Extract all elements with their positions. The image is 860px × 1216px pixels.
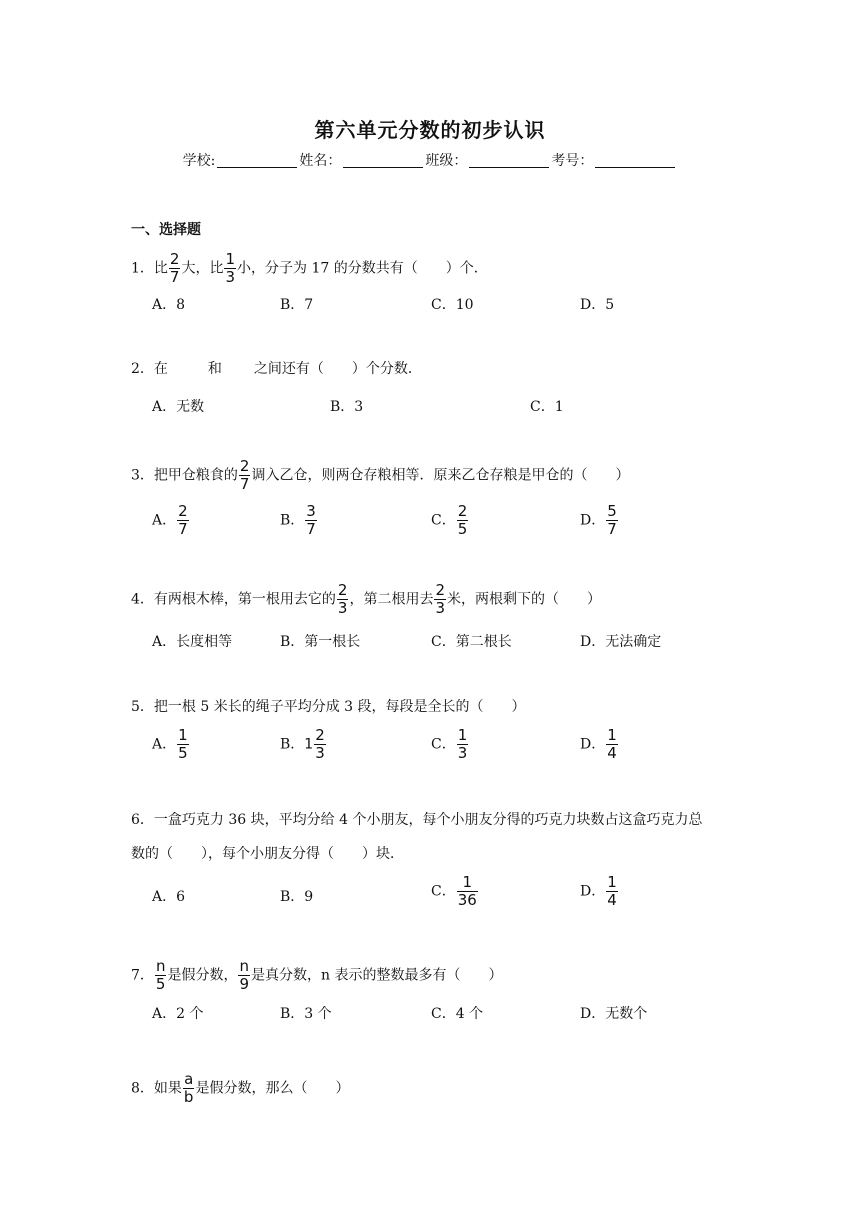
question-text: 在 xyxy=(153,361,168,377)
option-d: D． $\frac{5}{7}$ xyxy=(580,502,617,538)
option-d: D． $\frac{1}{4}$ xyxy=(580,873,617,909)
fraction: $\frac{5}{7}$ xyxy=(607,502,617,538)
question-number: 7． xyxy=(131,967,154,984)
option-c: C． $\frac{2}{5}$ xyxy=(431,502,468,538)
fraction: $\frac{1}{36}$ xyxy=(457,873,477,909)
question-number: 6． xyxy=(131,812,154,828)
option-d: D． $\frac{1}{4}$ xyxy=(580,726,617,762)
question-5 xyxy=(131,696,526,718)
option-b: B．第一根长 xyxy=(280,634,361,650)
fraction: $\frac{2}{3}$ xyxy=(315,726,325,762)
school-label: 学校: xyxy=(182,153,216,169)
question-text: 是假分数，那么（ ） xyxy=(195,1080,350,1097)
fraction: $\frac{1}{4}$ xyxy=(607,726,617,762)
question-text: 比 xyxy=(153,260,168,277)
fraction: $\frac{2}{5}$ xyxy=(457,502,468,538)
question-text: 米，两根剩下的（ ） xyxy=(447,591,602,608)
fraction: $\frac{2}{7}$ xyxy=(178,502,188,538)
question-text: 如果 xyxy=(153,1080,182,1097)
option-b: B．9 xyxy=(280,889,314,905)
option-d: D．无法确定 xyxy=(580,634,662,650)
question-text: 是真分数，n 表示的整数最多有（ ） xyxy=(251,967,503,984)
question-text: 大，比 xyxy=(181,260,224,277)
option-a: A．6 xyxy=(152,889,186,905)
question-6 xyxy=(131,809,702,831)
option-d: D．5 xyxy=(580,297,615,313)
question-text: 调入乙仓，则两仓存粮相等．原来乙仓存粮是甲仓的（ ） xyxy=(251,467,630,484)
question-7 xyxy=(131,959,502,992)
fraction: $\frac{1}{3}$ xyxy=(225,250,236,286)
question-text: ，第二根用去 xyxy=(349,591,434,608)
fraction: $\frac{1}{5}$ xyxy=(178,726,188,762)
exam-no-blank xyxy=(595,153,675,168)
question-3 xyxy=(131,459,629,492)
option-a: A． $\frac{1}{5}$ xyxy=(152,726,188,762)
option-a: A．无数 xyxy=(152,399,205,415)
question-text: 和 xyxy=(207,361,222,377)
option-b: B．3 xyxy=(330,399,364,415)
fraction: $\frac{3}{7}$ xyxy=(306,502,316,538)
fraction: $\frac{2}{3}$ xyxy=(337,581,348,617)
option-c: C． $\frac{1}{3}$ xyxy=(431,726,468,762)
question-number: 1． xyxy=(131,260,154,277)
school-blank xyxy=(217,153,297,168)
question-8 xyxy=(131,1072,349,1105)
option-a: A．8 xyxy=(152,297,186,313)
question-text: 是假分数， xyxy=(167,967,238,984)
fraction: $\frac{2}{7}$ xyxy=(169,250,180,286)
fraction: $\frac{n}{9}$ xyxy=(239,957,250,993)
question-text: 把甲仓粮食的 xyxy=(153,467,238,484)
name-label: 姓名： xyxy=(299,153,342,169)
option-c: C．10 xyxy=(431,297,474,313)
name-blank xyxy=(343,153,423,168)
option-b: B．3 个 xyxy=(280,1006,332,1022)
question-text: 之间还有（ ）个分数． xyxy=(253,361,422,377)
option-c: C． $\frac{1}{36}$ xyxy=(431,873,477,909)
question-1 xyxy=(131,252,488,285)
question-6-continued: 数的（ ），每个小朋友分得（ ）块． xyxy=(131,846,404,862)
question-text: 把一根 5 米长的绳子平均分成 3 段，每段是全长的（ ） xyxy=(153,699,526,715)
question-number: 2． xyxy=(131,361,154,377)
mixed-number-whole: 1 xyxy=(304,736,314,753)
question-number: 3． xyxy=(131,467,154,484)
class-blank xyxy=(469,153,549,168)
option-c: C．第二根长 xyxy=(431,634,512,650)
option-b: B． $\frac{3}{7}$ xyxy=(280,502,316,538)
question-text: 有两根木棒，第一根用去它的 xyxy=(153,591,336,608)
option-b: B．7 xyxy=(280,297,314,313)
question-text: 小，分子为 17 的分数共有（ ）个． xyxy=(237,260,488,277)
option-a: A．长度相等 xyxy=(152,634,233,650)
option-b: B．1 $\frac{2}{3}$ xyxy=(280,726,325,762)
student-info-line xyxy=(0,150,860,170)
option-a: A． $\frac{2}{7}$ xyxy=(152,502,188,538)
question-text: 一盒巧克力 36 块，平均分给 4 个小朋友，每个小朋友分得的巧克力块数占这盒巧克力总 xyxy=(153,812,703,828)
question-2 xyxy=(131,358,422,380)
fraction: $\frac{1}{4}$ xyxy=(607,873,617,909)
question-number: 8． xyxy=(131,1080,154,1097)
fraction: $\frac{1}{3}$ xyxy=(457,726,468,762)
fraction: $\frac{n}{5}$ xyxy=(155,957,166,993)
fraction: $\frac{2}{7}$ xyxy=(239,457,250,493)
class-label: 班级： xyxy=(425,153,468,169)
option-c: C．4 个 xyxy=(431,1006,484,1022)
section-heading: 一、选择题 xyxy=(131,222,201,238)
question-number: 5． xyxy=(131,699,154,715)
exam-no-label: 考号： xyxy=(551,153,594,169)
fraction: $\frac{a}{b}$ xyxy=(183,1070,194,1106)
fraction: $\frac{2}{3}$ xyxy=(435,581,446,617)
option-c: C．1 xyxy=(530,399,564,415)
option-d: D．无数个 xyxy=(580,1006,648,1022)
option-a: A．2 个 xyxy=(152,1006,204,1022)
question-4 xyxy=(131,583,601,616)
page-title: 第六单元分数的初步认识 xyxy=(314,118,546,142)
question-number: 4． xyxy=(131,591,154,608)
